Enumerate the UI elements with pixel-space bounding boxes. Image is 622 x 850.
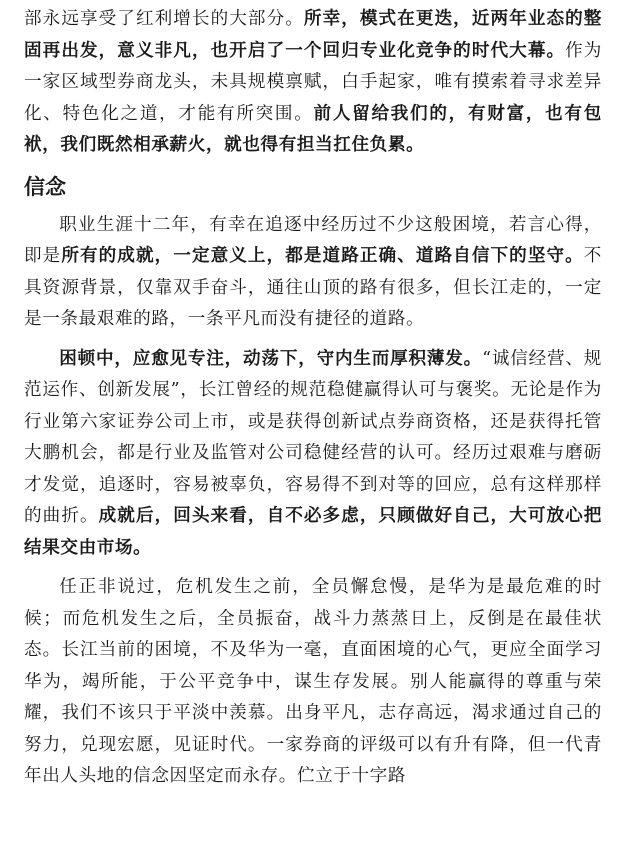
text-run: 不具资源背景，仅靠双手奋斗，通往山顶的路有很多，但长江走的，一定是一条最艰难的路，一条平凡而没有捷径的道路。 (24, 246, 602, 329)
text-run: 任正非说过，危机发生之前，全员懈怠慢，是华为是最危难的时候；而危机发生之后，全员振奋，战斗力蒸蒸日上，反倒是在最佳状态。长江当前的困境，不及华为一毫，直面困境的心气，更应全面学习华为，竭所能，于公平竞争中，谋生存发展。别人能赢得的尊重与荣耀，我们不该只于平淡中羡慕。出身平凡，志存高远，渴求通过自己的努力，兑现宏愿，见证时代。一家券商的评级可以有升有降，但一代青年出人头地的信念因坚定而永存。伫立于十字路 (24, 577, 602, 786)
paragraph-career (24, 210, 602, 336)
text-run-bold: 困顿中，应愈见专注，动荡下，守内生而厚积薄发。 (59, 348, 483, 369)
text-run-bold: 成就后，回头来看，自不必多虑，只顾做好自己，大可放心把结果交由市场。 (24, 506, 602, 558)
text-run-bold: 前人留给我们的，有财富，也有包袱，我们既然相承薪火，就也得有担当扛住负累。 (24, 103, 602, 155)
paragraph-focus (24, 344, 602, 565)
paragraph-intro (24, 4, 602, 162)
text-run: “诚信经营、规范运作、创新发展”，长江曾经的规范稳健赢得认可与褒奖。无论是作为行业第六家证券公司上市，或是获得创新试点券商资格，还是获得托管大鹏机会，都是行业及监管对公司稳健经营的认可。经历过艰难与磨砺才发觉，追逐时，容易被辜负，容易得不到对等的回应，总有这样那样的曲折。 (24, 348, 602, 526)
document-page (24, 4, 602, 793)
text-run: 作为一家区域型券商龙头，未具规模禀赋，白手起家，唯有摸索着寻求差异化、特色化之道，才能有所突围。 (24, 40, 602, 124)
section-heading: 信念 (24, 174, 66, 199)
text-run-bold: 所有的成就，一定意义上，都是道路正确、道路自信下的坚守。 (61, 246, 584, 266)
text-run-bold: 所幸，模式在更迭，近两年业态的整固再出发，意义非凡，也开启了一个回归专业化竞争的时代大幕。 (24, 9, 602, 61)
text-run: 部永远享受了红利增长的大部分。 (24, 9, 304, 29)
paragraph-huawei (24, 572, 602, 793)
text-run: 职业生涯十二年，有幸在追逐中经历过不少这般困境，若言心得，即是 (24, 214, 602, 266)
